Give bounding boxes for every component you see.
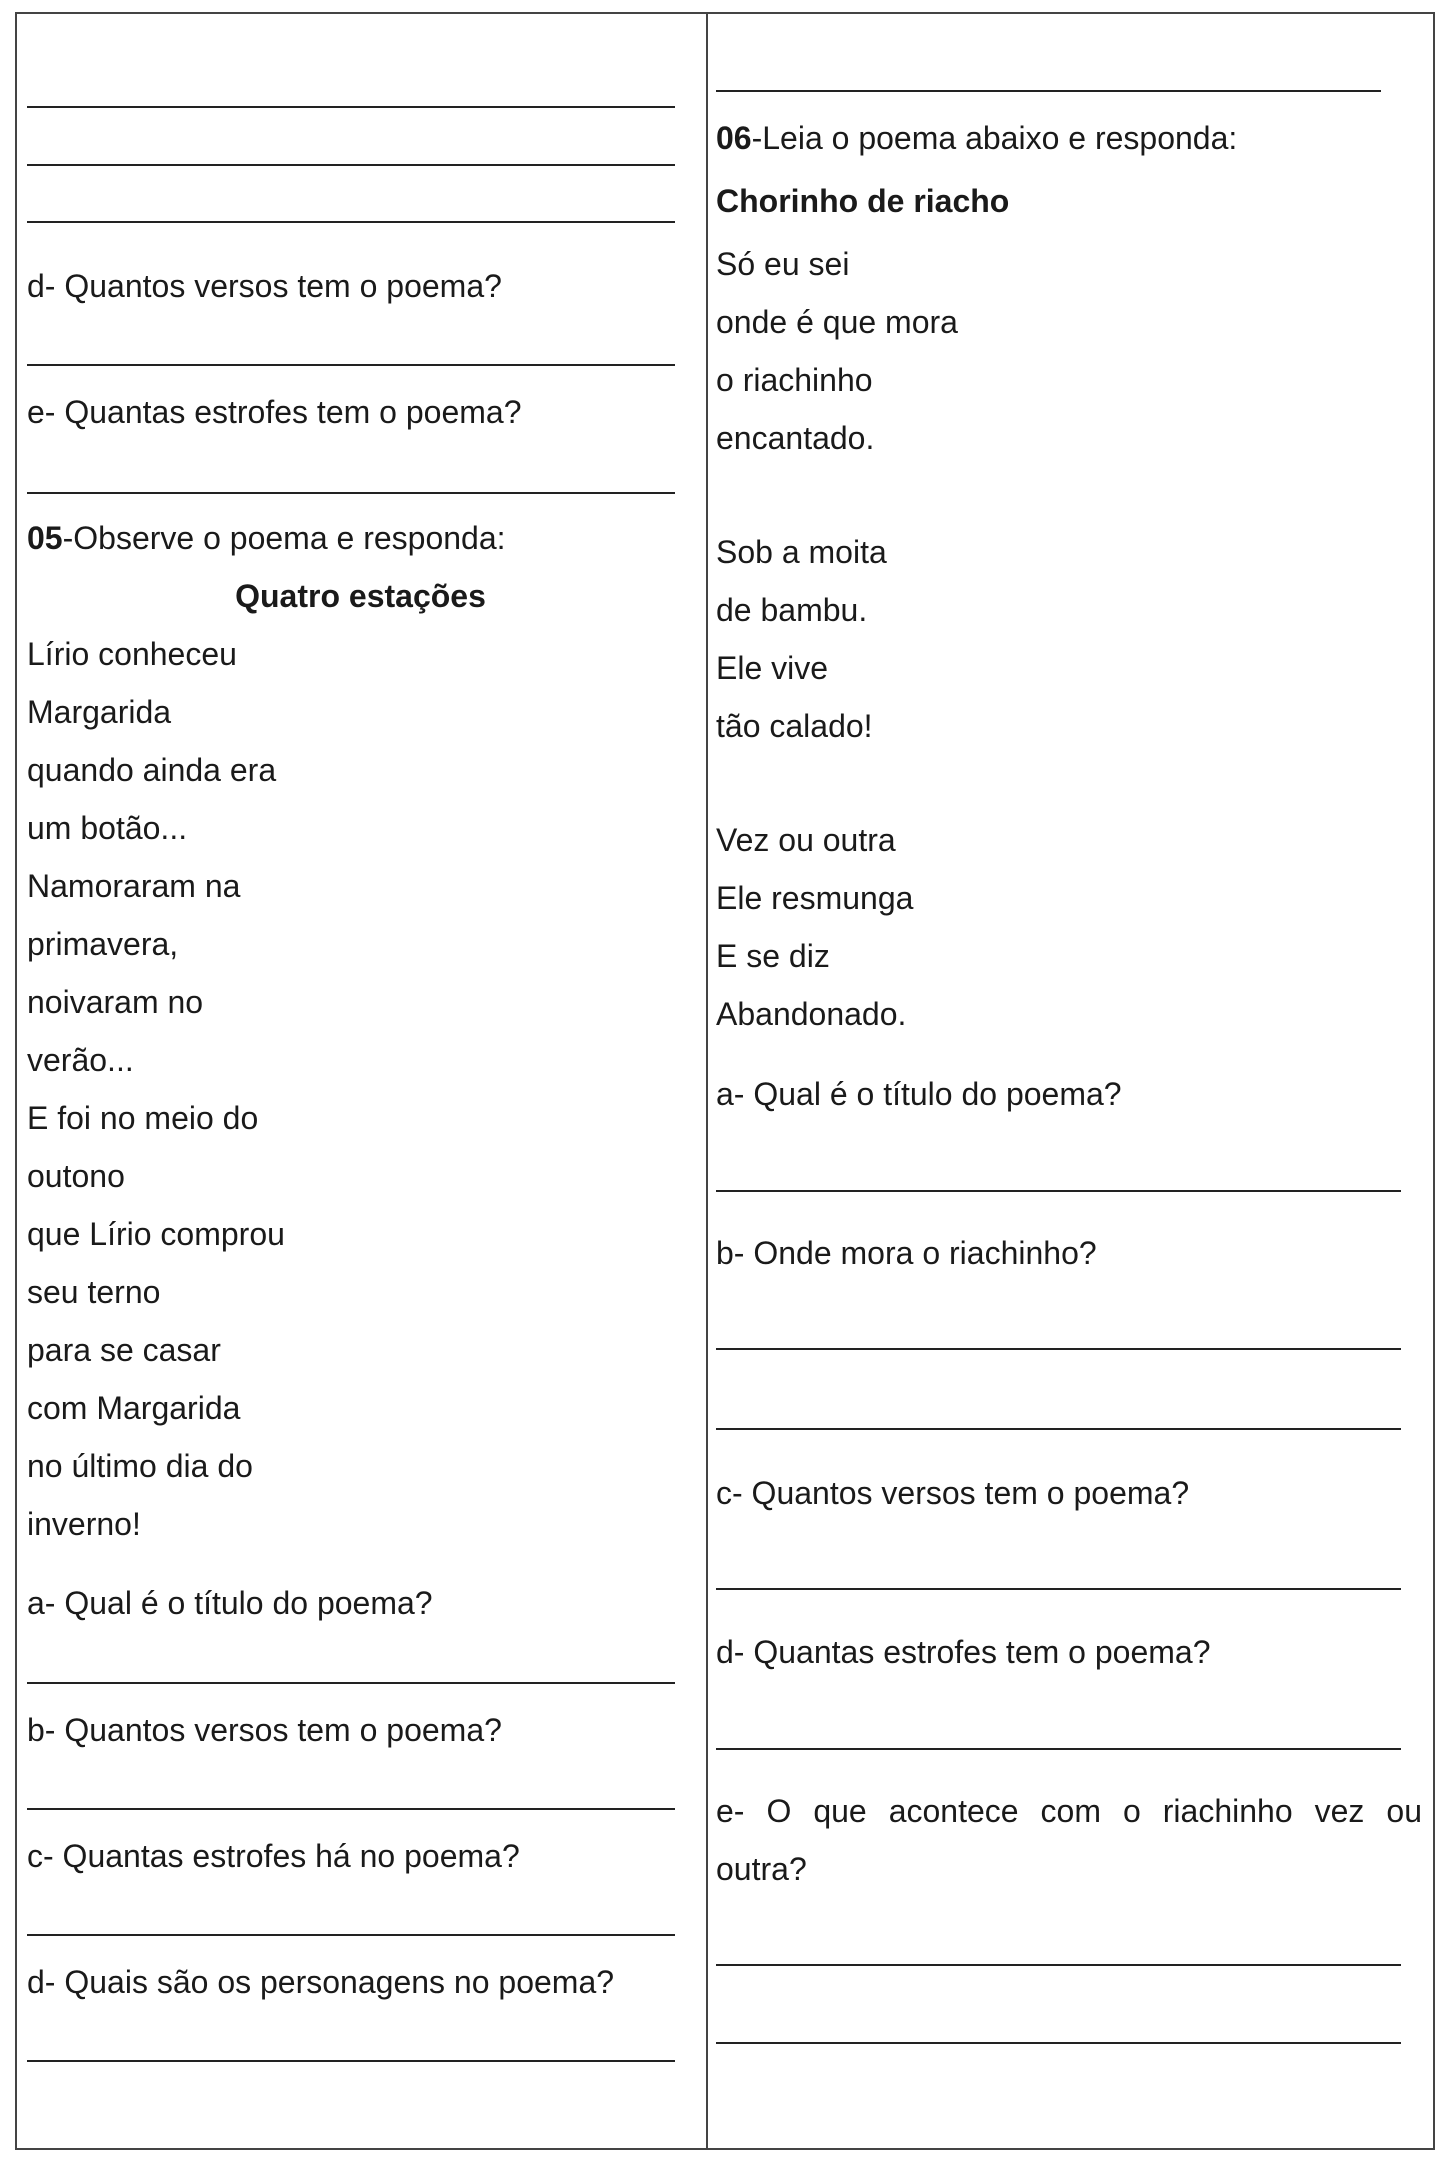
poem-verse: Namoraram na [27, 868, 241, 904]
question-prompt: -Observe o poema e responda: [62, 520, 506, 556]
question-4e: e- Quantas estrofes tem o poema? [27, 394, 522, 430]
poem-verse: o riachinho [716, 362, 873, 398]
poem-verse: Só eu sei [716, 246, 850, 282]
question-6a: a- Qual é o título do poema? [716, 1076, 1122, 1112]
poem-verse: Ele resmunga [716, 880, 914, 916]
question-prompt: -Leia o poema abaixo e responda: [751, 120, 1238, 156]
answer-line[interactable] [27, 364, 675, 366]
poem-verse: Margarida [27, 694, 172, 730]
answer-line[interactable] [27, 492, 675, 494]
poem-verse: onde é que mora [716, 304, 958, 340]
poem-verse: tão calado! [716, 708, 873, 744]
question-6c: c- Quantos versos tem o poema? [716, 1475, 1190, 1511]
question-number: 05 [27, 520, 63, 556]
question-5a: a- Qual é o título do poema? [27, 1585, 433, 1621]
answer-line[interactable] [27, 221, 675, 223]
poem-verse: inverno! [27, 1506, 141, 1542]
answer-line[interactable] [27, 1682, 675, 1684]
column-divider [706, 14, 708, 2148]
poem-verse: verão... [27, 1042, 134, 1078]
question-6-heading [716, 118, 1237, 158]
question-5c: c- Quantas estrofes há no poema? [27, 1838, 520, 1874]
poem-verse: Abandonado. [716, 996, 907, 1032]
poem-verse: seu terno [27, 1274, 161, 1310]
poem-verse: primavera, [27, 926, 179, 962]
question-number: 06 [716, 120, 752, 156]
answer-line[interactable] [27, 1934, 675, 1936]
poem-verse: um botão... [27, 810, 188, 846]
poem-title: Chorinho de riacho [716, 183, 1010, 219]
poem-verse: para se casar [27, 1332, 221, 1368]
question-6b: b- Onde mora o riachinho? [716, 1235, 1097, 1271]
answer-line[interactable] [27, 164, 675, 166]
answer-line[interactable] [716, 1348, 1401, 1350]
question-6d: d- Quantas estrofes tem o poema? [716, 1634, 1211, 1670]
poem-verse: Lírio conheceu [27, 636, 237, 672]
poem-verse: no último dia do [27, 1448, 253, 1484]
poem-verse: encantado. [716, 420, 875, 456]
poem-verse: Sob a moita [716, 534, 887, 570]
question-6e-line1: e- O que acontece com o riachinho vez ou [716, 1793, 1422, 1829]
answer-line[interactable] [27, 2060, 675, 2062]
poem-verse: com Margarida [27, 1390, 241, 1426]
answer-line[interactable] [716, 1428, 1401, 1430]
answer-line[interactable] [716, 1190, 1401, 1192]
poem-title: Quatro estações [235, 578, 486, 614]
poem-verse: quando ainda era [27, 752, 277, 788]
answer-line[interactable] [716, 90, 1381, 92]
question-6e-line2: outra? [716, 1851, 807, 1887]
poem-verse: Ele vive [716, 650, 829, 686]
question-5b: b- Quantos versos tem o poema? [27, 1712, 502, 1748]
answer-line[interactable] [27, 1808, 675, 1810]
poem-verse: Vez ou outra [716, 822, 896, 858]
poem-verse: E se diz [716, 938, 830, 974]
poem-verse: que Lírio comprou [27, 1216, 285, 1252]
answer-line[interactable] [716, 1588, 1401, 1590]
poem-verse: outono [27, 1158, 125, 1194]
poem-verse: noivaram no [27, 984, 204, 1020]
question-5-heading [27, 518, 506, 558]
answer-line[interactable] [27, 106, 675, 108]
poem-verse: E foi no meio do [27, 1100, 259, 1136]
question-5d: d- Quais são os personagens no poema? [27, 1964, 615, 2000]
answer-line[interactable] [716, 2042, 1401, 2044]
poem-verse: de bambu. [716, 592, 868, 628]
question-4d: d- Quantos versos tem o poema? [27, 268, 502, 304]
answer-line[interactable] [716, 1748, 1401, 1750]
answer-line[interactable] [716, 1964, 1401, 1966]
